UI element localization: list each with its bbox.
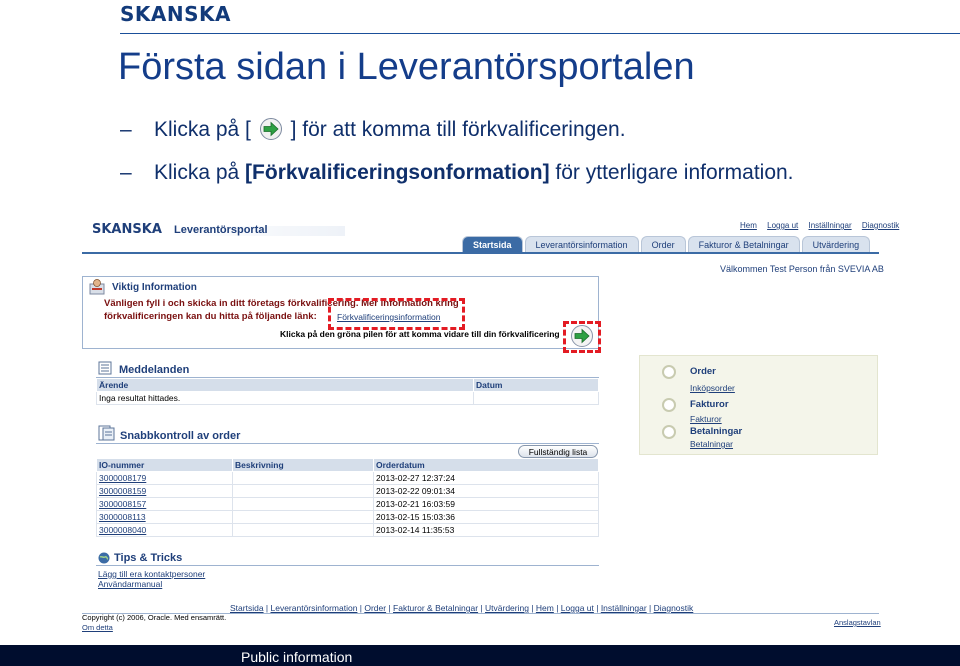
tab-startsida[interactable]: Startsida <box>462 236 523 252</box>
order-number-link[interactable]: 3000008159 <box>97 485 233 498</box>
util-link-hem[interactable]: Hem <box>740 221 757 230</box>
skanska-logo: SKANSKA <box>120 2 231 26</box>
about-link[interactable]: Om detta <box>82 623 113 632</box>
bullet-1 <box>120 118 920 144</box>
messages-table <box>96 378 599 405</box>
table-cell <box>233 524 374 537</box>
copyright-text: Copyright (c) 2006, Oracle. Med ensamrätt. <box>82 613 227 622</box>
side-link-fakturor[interactable]: Fakturor <box>690 414 722 424</box>
bullet-dash: – <box>120 161 132 184</box>
order-number-link[interactable]: 3000008040 <box>97 524 233 537</box>
bullet-2-suffix: för ytterligare information. <box>549 161 794 184</box>
empty-message: Inga resultat hittades. <box>97 392 474 405</box>
portal-logo: SKANSKA <box>92 222 162 237</box>
footer-link-logout[interactable]: Logga ut <box>560 603 594 613</box>
table-row <box>97 511 599 524</box>
tips-rule <box>96 565 599 566</box>
classification-bar <box>0 645 960 666</box>
important-info-line2: förkvalificeringen kan du hitta på följande länk: <box>104 311 317 322</box>
info-person-icon <box>88 278 106 296</box>
util-link-settings[interactable]: Inställningar <box>808 221 852 230</box>
orders-table <box>96 458 599 537</box>
footer-link-fakturor[interactable]: Fakturor & Betalningar <box>393 603 479 613</box>
side-heading-fakturor: Fakturor <box>690 399 729 410</box>
notice-board-link[interactable]: Anslagstavlan <box>834 618 881 627</box>
bullet-2 <box>120 161 920 187</box>
messages-title: Meddelanden <box>119 364 190 376</box>
order-date: 2013-02-15 15:03:36 <box>374 511 599 524</box>
bullet-1-text <box>154 118 626 142</box>
portal-name: Leverantörsportal <box>174 224 268 236</box>
bullet-2-bold: [Förkvalificeringsonformation] <box>245 161 550 184</box>
order-date: 2013-02-14 11:35:53 <box>374 524 599 537</box>
table-cell <box>474 392 599 405</box>
important-info-line3: Klicka på den gröna pilen för att komma vidare till din förkvalificering <box>280 329 560 339</box>
tab-underline <box>82 252 879 254</box>
globe-icon <box>98 552 110 564</box>
order-number-link[interactable]: 3000008179 <box>97 472 233 485</box>
order-number-link[interactable]: 3000008157 <box>97 498 233 511</box>
col-io-nummer[interactable]: IO-nummer <box>97 459 233 472</box>
green-arrow-button-icon[interactable] <box>570 325 594 347</box>
bullet-1-prefix: Klicka på [ <box>154 118 251 141</box>
table-row <box>97 472 599 485</box>
col-datum[interactable]: Datum <box>474 379 599 392</box>
footer-links: Startsida | Leverantörsinformation | Order | Fakturor & Betalningar | Utvärdering | Hem | Logga ut | Inställningar | Diagnostik <box>230 603 694 613</box>
table-cell <box>233 498 374 511</box>
col-orderdatum[interactable]: Orderdatum <box>374 459 599 472</box>
side-bullet <box>662 365 676 379</box>
tab-fakturor[interactable]: Fakturor & Betalningar <box>688 236 800 252</box>
col-arende[interactable]: Ärende <box>97 379 474 392</box>
table-cell <box>233 511 374 524</box>
footer-link-diagnostics[interactable]: Diagnostik <box>653 603 694 613</box>
header-divider <box>120 33 960 34</box>
table-cell <box>233 472 374 485</box>
side-link-inkopsorder[interactable]: Inköpsorder <box>690 383 735 393</box>
tips-link-contacts[interactable]: Lägg till era kontaktpersoner <box>98 569 206 579</box>
classification-label: Public information <box>241 649 353 665</box>
footer-link-utvardering[interactable]: Utvärdering <box>485 603 529 613</box>
side-link-betalningar[interactable]: Betalningar <box>690 439 734 449</box>
table-header-row <box>97 379 599 392</box>
order-number-link[interactable]: 3000008113 <box>97 511 233 524</box>
portal-tabs <box>462 236 872 252</box>
tab-utvardering[interactable]: Utvärdering <box>802 236 871 252</box>
highlight-link-box <box>328 298 465 330</box>
tab-leverantorsinformation[interactable]: Leverantörsinformation <box>525 236 639 252</box>
side-bullet <box>662 398 676 412</box>
tips-title: Tips & Tricks <box>114 552 183 564</box>
bullet-dash: – <box>120 118 132 141</box>
utility-links <box>740 221 907 230</box>
order-date: 2013-02-27 12:37:24 <box>374 472 599 485</box>
table-row <box>97 524 599 537</box>
bullet-2-prefix: Klicka på <box>154 161 246 184</box>
order-date: 2013-02-21 16:03:59 <box>374 498 599 511</box>
col-beskrivning[interactable]: Beskrivning <box>233 459 374 472</box>
bullet-1-suffix: ] för att komma till förkvalificeringen. <box>290 118 626 141</box>
footer-link-startsida[interactable]: Startsida <box>230 603 264 613</box>
green-arrow-icon <box>259 118 283 140</box>
util-link-logout[interactable]: Logga ut <box>767 221 799 230</box>
footer-link-order[interactable]: Order <box>364 603 387 613</box>
util-link-diagnostics[interactable]: Diagnostik <box>861 221 900 230</box>
important-info-line1: Vänligen fyll i och skicka in ditt företags förkvalificering. Mer information kring <box>104 298 459 309</box>
bullet-2-text <box>154 161 794 185</box>
table-cell <box>233 485 374 498</box>
table-row <box>97 485 599 498</box>
side-heading-betalningar: Betalningar <box>690 426 743 437</box>
footer-link-hem[interactable]: Hem <box>535 603 554 613</box>
tab-order[interactable]: Order <box>641 236 686 252</box>
prequal-info-link[interactable]: Förkvalificeringsinformation <box>337 312 441 322</box>
side-heading-order: Order <box>690 366 716 377</box>
table-header-row <box>97 459 599 472</box>
side-bullet <box>662 425 676 439</box>
footer-link-settings[interactable]: Inställningar <box>600 603 647 613</box>
slide-title: Första sidan i Leverantörsportalen <box>118 46 695 88</box>
messages-icon <box>98 361 112 375</box>
order-date: 2013-02-22 09:01:34 <box>374 485 599 498</box>
full-list-button[interactable]: Fullständig lista <box>518 445 598 458</box>
quick-check-icon <box>98 424 116 442</box>
welcome-text: Välkommen Test Person från SVEVIA AB <box>720 264 884 274</box>
important-info-title: Viktig Information <box>112 282 197 293</box>
footer-link-leverantorsinformation[interactable]: Leverantörsinformation <box>270 603 358 613</box>
quick-check-title: Snabbkontroll av order <box>120 430 241 442</box>
table-row <box>97 498 599 511</box>
tips-link-manual[interactable]: Användarmanual <box>98 579 163 589</box>
quick-check-rule <box>96 443 599 444</box>
table-row <box>97 392 599 405</box>
